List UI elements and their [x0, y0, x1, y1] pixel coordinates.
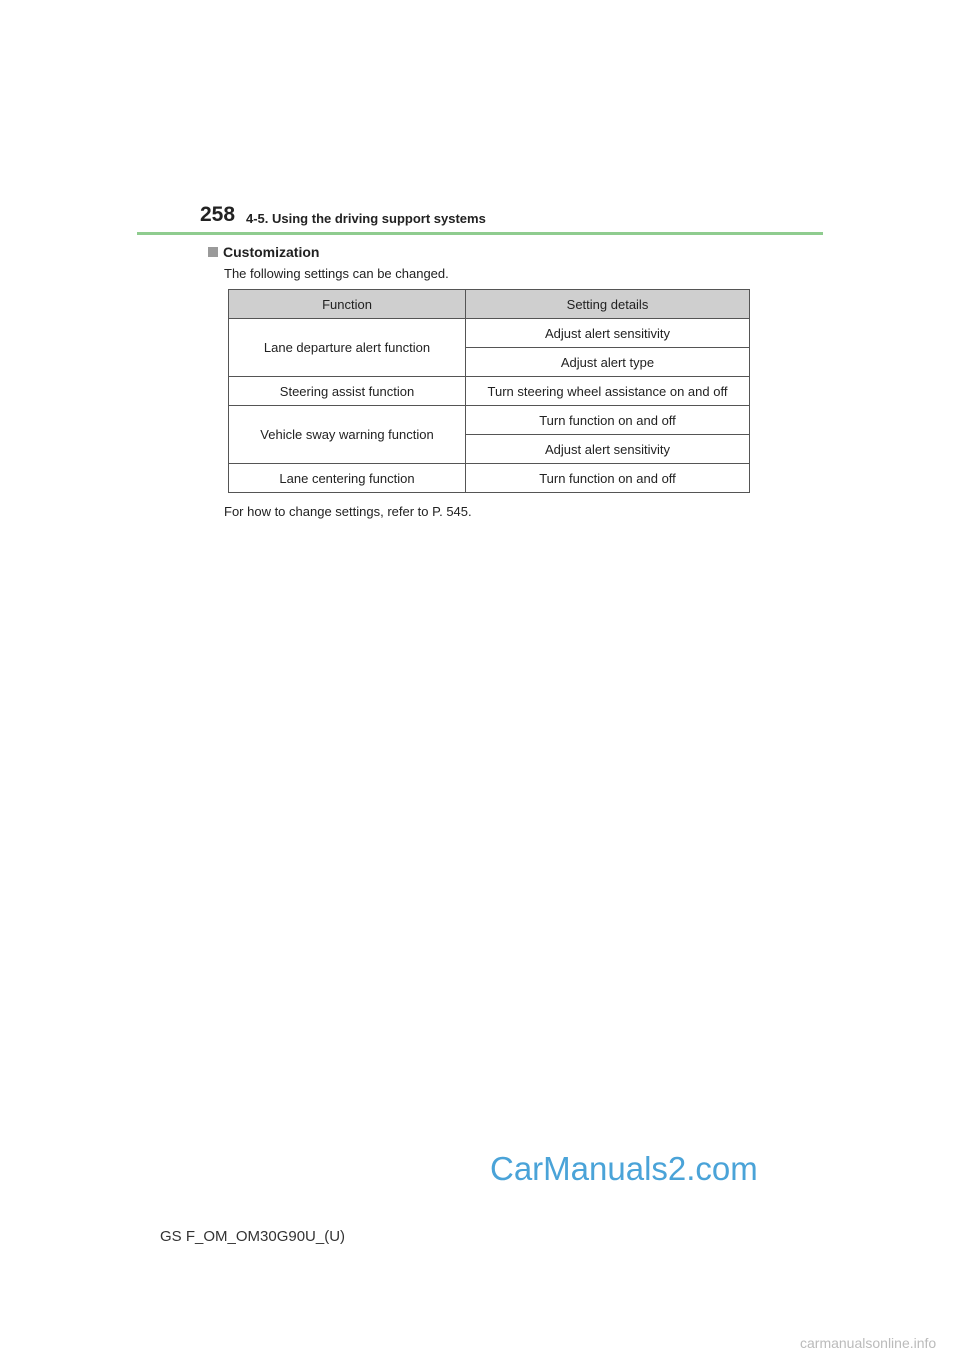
table-row — [229, 406, 750, 435]
details-cell: Adjust alert sensitivity — [466, 319, 750, 348]
settings-table — [228, 289, 750, 493]
section-heading-text: Customization — [223, 244, 320, 260]
table-row — [229, 319, 750, 348]
column-header-function: Function — [229, 290, 466, 319]
function-cell: Lane centering function — [229, 464, 466, 493]
details-cell: Adjust alert sensitivity — [466, 435, 750, 464]
header-rule — [137, 232, 823, 235]
section-heading — [208, 244, 319, 260]
square-bullet-icon — [208, 247, 218, 257]
chapter-title: 4-5. Using the driving support systems — [246, 211, 486, 226]
site-watermark: carmanualsonline.info — [800, 1335, 937, 1351]
details-cell: Turn function on and off — [466, 406, 750, 435]
watermark-logo: CarManuals2.com — [490, 1150, 758, 1187]
table-row — [229, 464, 750, 493]
function-cell: Vehicle sway warning function — [229, 406, 466, 464]
details-cell: Turn steering wheel assistance on and off — [466, 377, 750, 406]
details-cell: Turn function on and off — [466, 464, 750, 493]
page-number: 258 — [200, 203, 236, 226]
function-cell: Steering assist function — [229, 377, 466, 406]
table-header-row — [229, 290, 750, 319]
reference-text: For how to change settings, refer to P. 545. — [224, 504, 472, 519]
function-cell: Lane departure alert function — [229, 319, 466, 377]
column-header-setting-details: Setting details — [466, 290, 750, 319]
document-id: GS F_OM_OM30G90U_(U) — [160, 1228, 346, 1245]
details-cell: Adjust alert type — [466, 348, 750, 377]
table-row — [229, 377, 750, 406]
intro-text: The following settings can be changed. — [224, 266, 449, 281]
